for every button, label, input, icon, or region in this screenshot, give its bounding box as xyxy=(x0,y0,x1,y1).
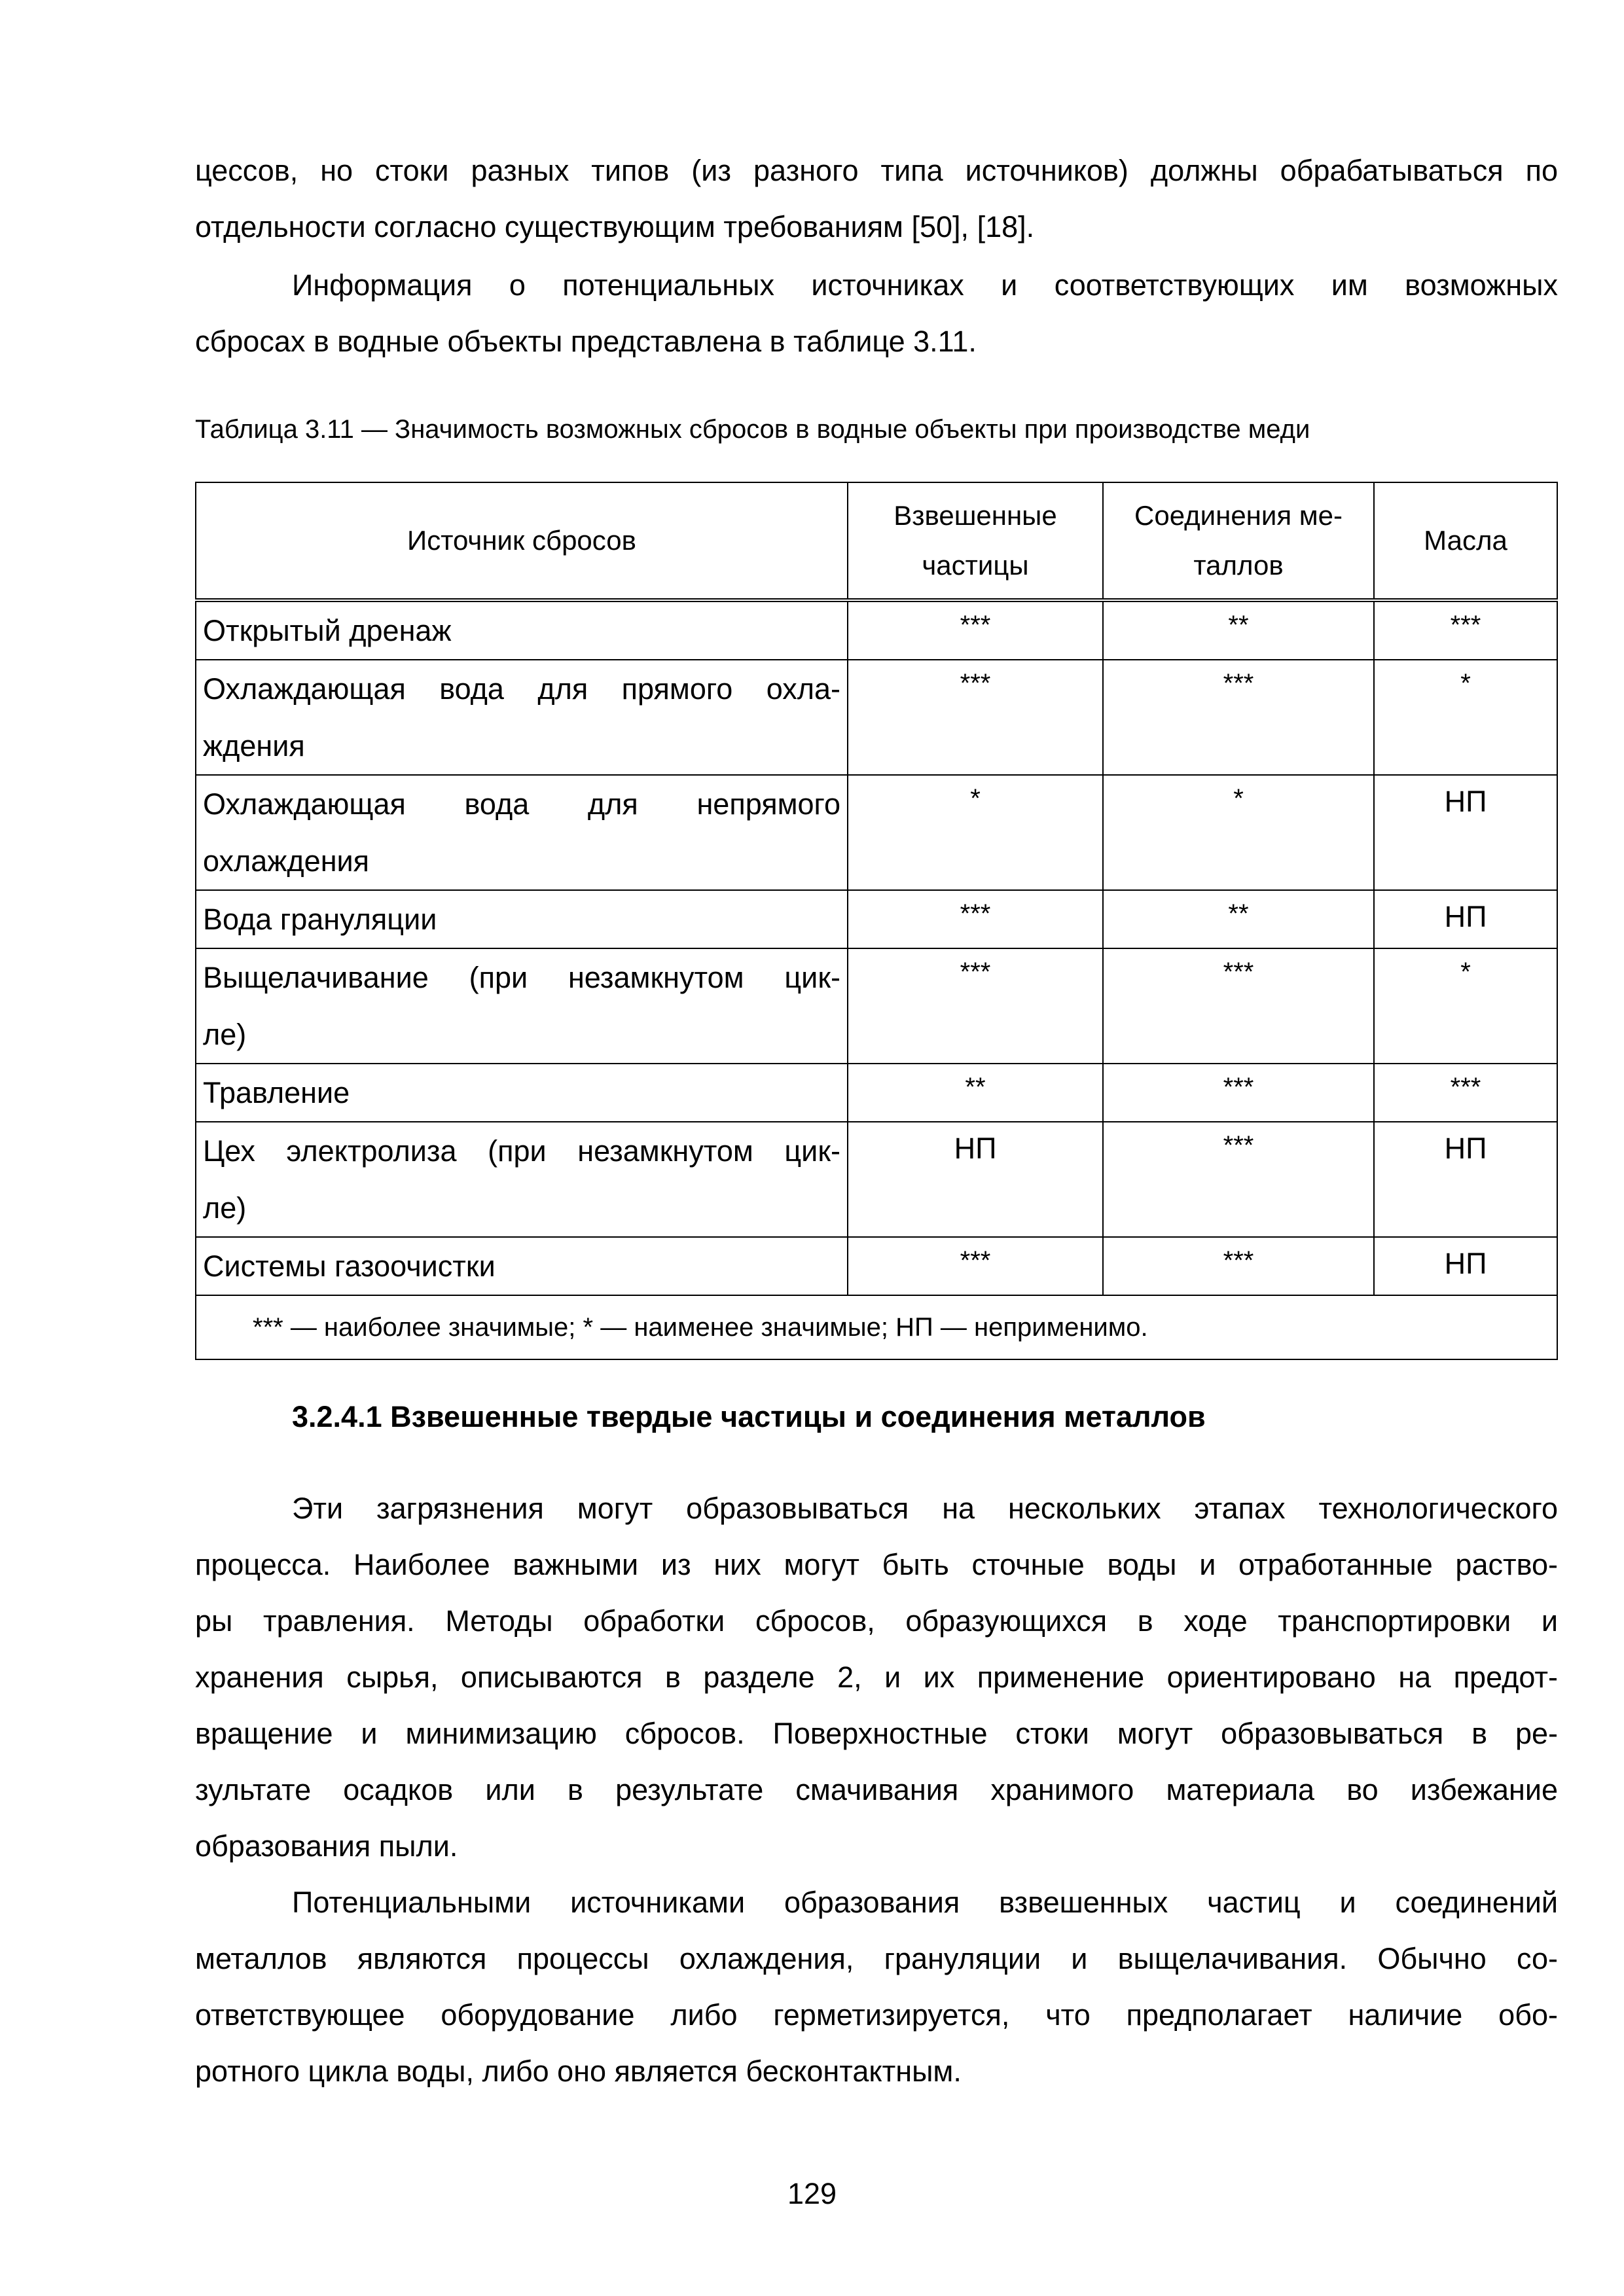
table-row xyxy=(196,890,1557,948)
source-line: ле) xyxy=(203,1018,247,1051)
section-heading: 3.2.4.1 Взвешенные твердые частицы и соединения металлов xyxy=(292,1400,1206,1433)
info-paragraph xyxy=(195,257,1558,370)
source-cell xyxy=(196,1064,848,1122)
table-note-row xyxy=(196,1295,1557,1359)
oils-cell: * xyxy=(1374,948,1557,1064)
suspended-cell: *** xyxy=(848,890,1103,948)
text-line: ротного цикла воды, либо оно является бесконтактным. xyxy=(195,2054,962,2088)
source-cell xyxy=(196,1237,848,1295)
table-row xyxy=(196,600,1557,660)
table-row xyxy=(196,948,1557,1064)
metals-cell: * xyxy=(1103,775,1374,890)
header-line: Взвешенные xyxy=(893,500,1057,531)
metals-cell: ** xyxy=(1103,600,1374,660)
text-line: вращение и минимизацию сбросов. Поверхностные стоки могут образовываться в ре- xyxy=(195,1717,1558,1750)
source-cell xyxy=(196,890,848,948)
suspended-cell: НП xyxy=(848,1122,1103,1237)
table-row xyxy=(196,1237,1557,1295)
metals-cell: *** xyxy=(1103,1237,1374,1295)
source-cell xyxy=(196,775,848,890)
source-line: ждения xyxy=(203,729,305,762)
oils-cell: НП xyxy=(1374,890,1557,948)
source-line: Цех электролиза (при незамкнутом цик- xyxy=(203,1134,840,1168)
text-line: ры травления. Методы обработки сбросов, образующихся в ходе транспортировки и xyxy=(195,1604,1558,1638)
header-line: таллов xyxy=(1193,550,1284,581)
header-source: Источник сбросов xyxy=(196,482,848,600)
metals-cell: *** xyxy=(1103,1122,1374,1237)
table-row xyxy=(196,1122,1557,1237)
source-line: Вода грануляции xyxy=(203,903,437,936)
suspended-cell: ** xyxy=(848,1064,1103,1122)
source-cell xyxy=(196,948,848,1064)
source-cell xyxy=(196,1122,848,1237)
text-line: ответствующее оборудование либо герметизируется, что предполагает наличие обо- xyxy=(195,1998,1558,2032)
text-line: Эти загрязнения могут образовываться на нескольких этапах технологического xyxy=(292,1492,1558,1525)
suspended-cell: *** xyxy=(848,600,1103,660)
table-header-row xyxy=(196,482,1557,600)
text-line: металлов являются процессы охлаждения, грануляции и выщелачивания. Обычно со- xyxy=(195,1942,1558,1975)
header-line: частицы xyxy=(922,550,1029,581)
table-row xyxy=(196,775,1557,890)
paragraph-1 xyxy=(195,1480,1558,1874)
text-line: Потенциальными источниками образования взвешенных частиц и соединений xyxy=(292,1886,1558,1919)
oils-cell: *** xyxy=(1374,600,1557,660)
oils-cell: НП xyxy=(1374,1237,1557,1295)
source-cell xyxy=(196,600,848,660)
suspended-cell: *** xyxy=(848,660,1103,775)
top-paragraph xyxy=(195,143,1558,255)
source-line: Травление xyxy=(203,1076,350,1109)
paragraph-2 xyxy=(195,1874,1558,2100)
oils-cell: НП xyxy=(1374,775,1557,890)
source-line: Открытый дренаж xyxy=(203,614,452,647)
text-line: образования пыли. xyxy=(195,1829,458,1863)
suspended-cell: *** xyxy=(848,948,1103,1064)
source-line: охлаждения xyxy=(203,844,370,878)
header-suspended xyxy=(848,482,1103,600)
text-line: хранения сырья, описываются в разделе 2, и их применение ориентировано на предот- xyxy=(195,1660,1558,1694)
source-line: ле) xyxy=(203,1191,247,1225)
text-line: процесса. Наиболее важными из них могут быть сточные воды и отработанные раство- xyxy=(195,1548,1558,1581)
significance-table xyxy=(195,482,1558,1360)
oils-cell: * xyxy=(1374,660,1557,775)
header-oils: Масла xyxy=(1374,482,1557,600)
text-line: отдельности согласно существующим требованиям [50], [18]. xyxy=(195,210,1035,243)
text-line: цессов, но стоки разных типов (из разного типа источников) должны обрабатываться по xyxy=(195,154,1558,187)
oils-cell: НП xyxy=(1374,1122,1557,1237)
text-line: зультате осадков или в результате смачивания хранимого материала во избежание xyxy=(195,1773,1558,1806)
header-line: Соединения ме- xyxy=(1134,500,1343,531)
metals-cell: *** xyxy=(1103,948,1374,1064)
metals-cell: *** xyxy=(1103,660,1374,775)
page-number: 129 xyxy=(787,2177,837,2210)
source-line: Выщелачивание (при незамкнутом цик- xyxy=(203,961,840,994)
text-line: Информация о потенциальных источниках и соответствующих им возможных xyxy=(292,268,1558,302)
oils-cell: *** xyxy=(1374,1064,1557,1122)
metals-cell: *** xyxy=(1103,1064,1374,1122)
table-caption: Таблица 3.11 — Значимость возможных сбросов в водные объекты при производстве меди xyxy=(195,415,1310,444)
text-line: сбросах в водные объекты представлена в таблице 3.11. xyxy=(195,325,977,358)
source-cell xyxy=(196,660,848,775)
header-metals xyxy=(1103,482,1374,600)
source-line: Охлаждающая вода для прямого охла- xyxy=(203,672,840,706)
suspended-cell: * xyxy=(848,775,1103,890)
table-row xyxy=(196,660,1557,775)
source-line: Системы газоочистки xyxy=(203,1249,496,1283)
table-row xyxy=(196,1064,1557,1122)
table-note: *** — наиболее значимые; * — наименее значимые; НП — неприменимо. xyxy=(196,1295,1557,1359)
metals-cell: ** xyxy=(1103,890,1374,948)
source-line: Охлаждающая вода для непрямого xyxy=(203,787,840,821)
suspended-cell: *** xyxy=(848,1237,1103,1295)
